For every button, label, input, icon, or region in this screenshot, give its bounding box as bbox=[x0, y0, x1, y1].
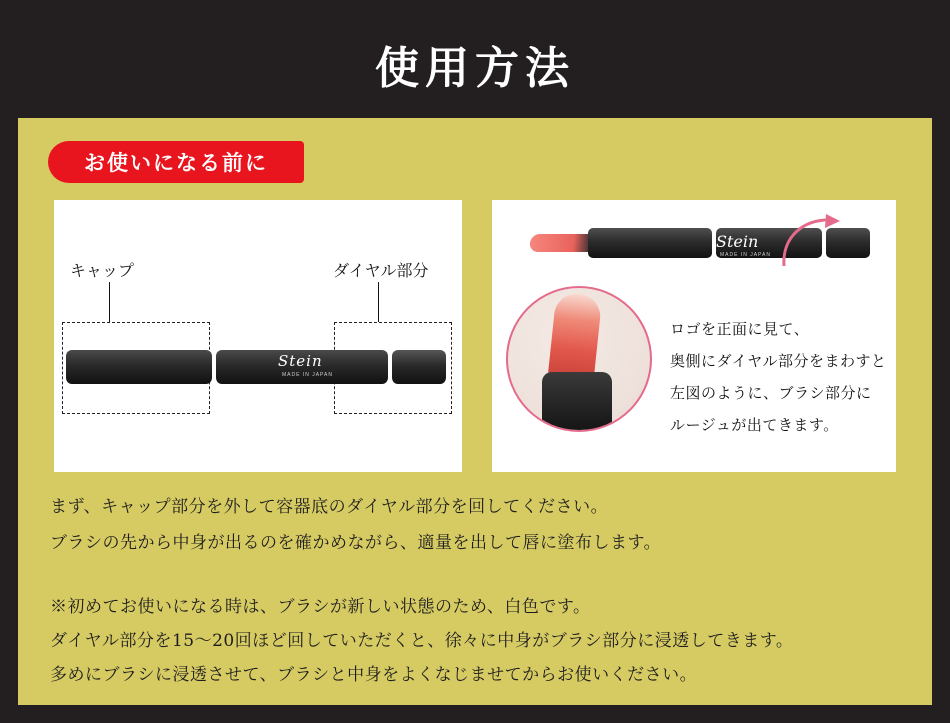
page-title: 使用方法 bbox=[375, 43, 575, 94]
body-line-1: まず、キャップ部分を外して容器底のダイヤル部分を回してください。 bbox=[50, 497, 609, 517]
figure-right-desc-line-2: 奥側にダイヤル部分をまわすと bbox=[670, 352, 887, 370]
pen-brush-tip bbox=[529, 234, 593, 252]
pen-cap-part bbox=[66, 350, 212, 384]
pen-brand-logo: Stein bbox=[278, 352, 323, 370]
leader-line-dial bbox=[378, 282, 379, 322]
figure-right-desc-line-1: ロゴを正面に見て、 bbox=[670, 320, 810, 338]
pen-illustration-left bbox=[66, 350, 446, 384]
rotate-arrow-icon bbox=[778, 212, 848, 270]
section-ribbon-label: お使いになる前に bbox=[84, 150, 268, 175]
pen-brand-logo-right: Stein bbox=[716, 232, 759, 251]
label-dial: ダイヤル部分 bbox=[333, 261, 429, 280]
figure-right-desc-line-3: 左図のように、ブラシ部分に bbox=[670, 384, 872, 402]
body-line-2: ブラシの先から中身が出るのを確かめながら、適量を出して唇に塗布します。 bbox=[50, 533, 662, 553]
leader-line-cap bbox=[109, 282, 110, 322]
label-cap: キャップ bbox=[70, 261, 135, 280]
zoom-barrel-detail bbox=[542, 372, 612, 432]
pen-front-part bbox=[588, 228, 712, 258]
note-line-3: 多めにブラシに浸透させて、ブラシと中身をよくなじませてからお使いください。 bbox=[50, 665, 698, 685]
section-ribbon bbox=[48, 141, 304, 183]
pen-dial-part bbox=[392, 350, 446, 384]
zoom-brush-detail bbox=[548, 292, 603, 382]
note-line-2: ダイヤル部分を15〜20回ほど回していただくと、徐々に中身がブラシ部分に浸透してきます。 bbox=[50, 631, 794, 651]
pen-brand-sublabel-right: MADE IN JAPAN bbox=[720, 252, 771, 258]
note-line-1: ※初めてお使いになる時は、ブラシが新しい状態のため、白色です。 bbox=[50, 597, 591, 617]
zoom-detail-circle bbox=[506, 286, 652, 432]
pen-brand-sublabel: MADE IN JAPAN bbox=[282, 372, 333, 378]
figure-right-desc-line-4: ルージュが出てきます。 bbox=[670, 416, 839, 434]
